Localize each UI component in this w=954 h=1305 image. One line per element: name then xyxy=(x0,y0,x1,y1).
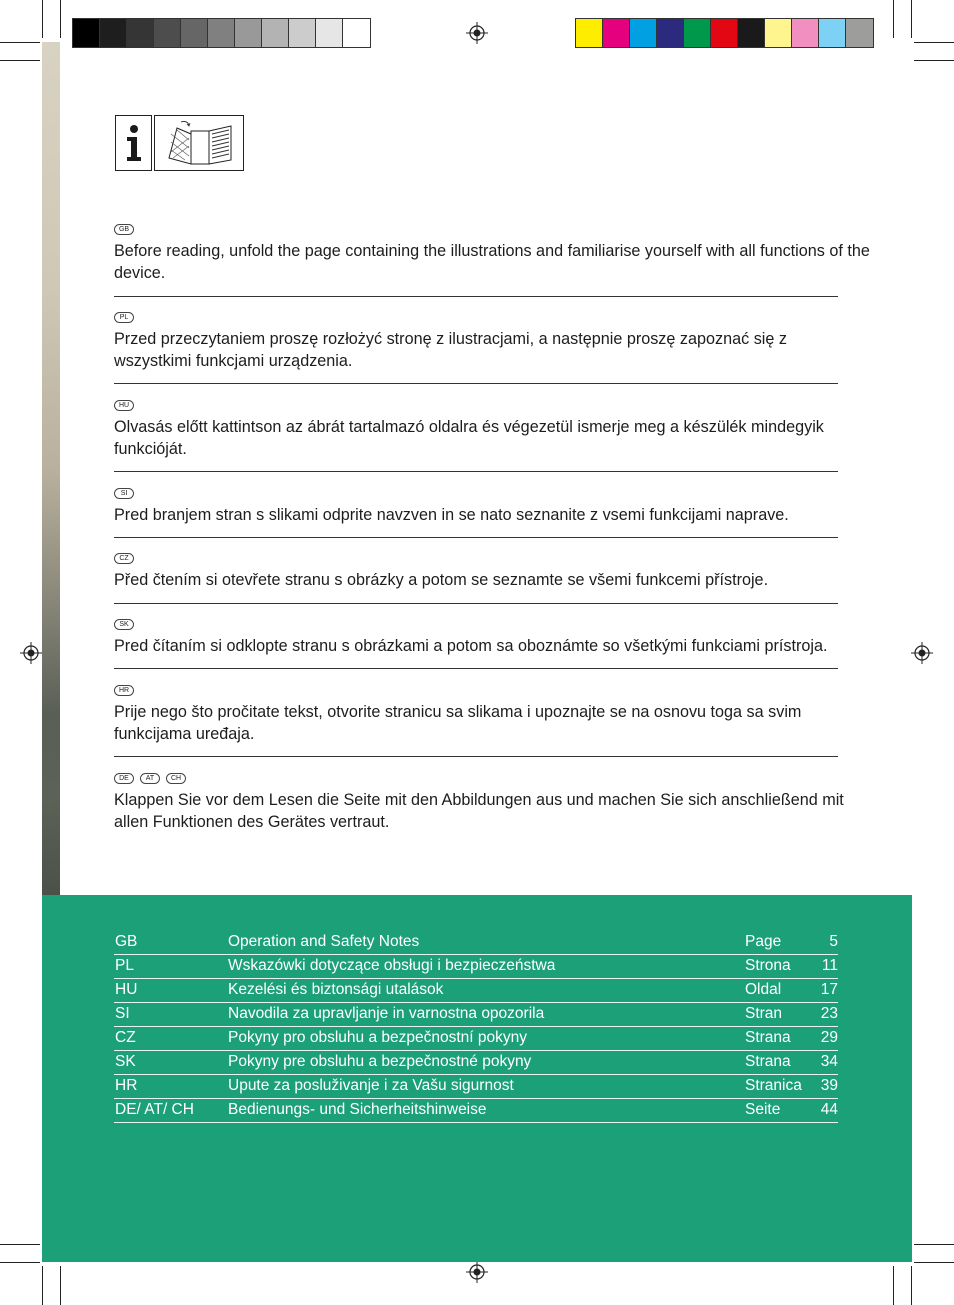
color-swatch xyxy=(343,19,370,47)
section-title: Pokyny pre obsluhu a bezpečnostné pokyny xyxy=(228,1053,532,1070)
page-number: 5 xyxy=(829,933,838,950)
instruction-text: Olvasás előtt kattintson az ábrát tartalmazó oldalra és végezetül ismerje meg a készülék mindegyik funkcióját. xyxy=(114,418,824,458)
language-badge: GB xyxy=(114,224,134,235)
language-code: CZ xyxy=(115,1029,136,1046)
color-swatch xyxy=(711,19,738,47)
color-swatch xyxy=(100,19,127,47)
color-swatch xyxy=(127,19,154,47)
language-block-si xyxy=(114,486,874,526)
language-badge: SI xyxy=(114,488,134,499)
page-number: 44 xyxy=(820,1101,838,1118)
divider xyxy=(114,668,838,669)
language-badge: AT xyxy=(140,773,160,784)
language-block-de-at-ch xyxy=(114,771,874,833)
language-block-sk xyxy=(114,617,874,657)
registration-mark-icon xyxy=(466,22,488,44)
registration-mark-icon xyxy=(466,1261,488,1283)
color-swatch xyxy=(765,19,792,47)
color-swatch xyxy=(576,19,603,47)
section-title: Bedienungs- und Sicherheitshinweise xyxy=(228,1101,487,1118)
page-number: 29 xyxy=(820,1029,838,1046)
language-code: GB xyxy=(115,933,138,950)
language-badge: CH xyxy=(166,773,186,784)
table-row[interactable] xyxy=(114,1099,838,1123)
color-swatch xyxy=(738,19,765,47)
instruction-text: Před čtením si otevřete stranu s obrázky a potom se seznamte se všemi funkcemi přístroje. xyxy=(114,571,769,589)
page-label: Oldal xyxy=(745,981,782,998)
language-code: HR xyxy=(115,1077,138,1094)
color-swatch xyxy=(208,19,235,47)
color-swatch xyxy=(603,19,630,47)
page-label: Stranica xyxy=(745,1077,802,1094)
table-row[interactable] xyxy=(114,955,838,979)
page-label: Strana xyxy=(745,1053,791,1070)
language-block-hu xyxy=(114,398,874,460)
color-swatch xyxy=(73,19,100,47)
grayscale-calibration-bar xyxy=(72,18,371,48)
language-badge: HR xyxy=(114,685,134,696)
color-swatch xyxy=(154,19,181,47)
color-swatch xyxy=(792,19,819,47)
divider xyxy=(114,383,838,384)
fold-out-pages-icon xyxy=(154,115,244,171)
table-row[interactable] xyxy=(114,1051,838,1075)
divider xyxy=(114,756,838,757)
divider xyxy=(114,537,838,538)
page-number: 17 xyxy=(820,981,838,998)
page-number: 39 xyxy=(820,1077,838,1094)
color-swatch xyxy=(846,19,873,47)
section-title: Kezelési és biztonsági utalások xyxy=(228,981,444,998)
instruction-text: Klappen Sie vor dem Lesen die Seite mit den Abbildungen aus und machen Sie sich anschließend mit allen Funktionen des Gerätes vertraut. xyxy=(114,791,844,831)
table-row[interactable] xyxy=(114,1075,838,1099)
language-block-pl xyxy=(114,310,874,372)
page-number: 11 xyxy=(821,957,838,974)
language-badge: SK xyxy=(114,619,134,630)
page-label: Strana xyxy=(745,1029,791,1046)
language-block-gb xyxy=(114,222,874,284)
language-code: SK xyxy=(115,1053,136,1070)
instruction-text: Before reading, unfold the page containing the illustrations and familiarise yourself with all functions of the device. xyxy=(114,242,870,282)
info-icons xyxy=(115,115,244,171)
instruction-text: Przed przeczytaniem proszę rozłożyć stronę z ilustracjami, a następnie proszę zapoznać się z wszystkimi funkcjami urządzenia. xyxy=(114,330,787,370)
language-badge: PL xyxy=(114,312,134,323)
color-swatch xyxy=(630,19,657,47)
color-swatch xyxy=(819,19,846,47)
language-block-hr xyxy=(114,683,874,745)
table-row[interactable] xyxy=(114,931,838,955)
registration-mark-icon xyxy=(20,642,42,664)
section-title: Operation and Safety Notes xyxy=(228,933,420,950)
language-code: SI xyxy=(115,1005,130,1022)
page-label: Strona xyxy=(745,957,791,974)
instruction-text: Pred branjem stran s slikami odprite navzven in se nato seznanite z vsemi funkcijami naprave. xyxy=(114,506,789,524)
color-swatch xyxy=(316,19,343,47)
color-swatch xyxy=(235,19,262,47)
section-title: Upute za posluživanje i za Vašu sigurnost xyxy=(228,1077,514,1094)
table-row[interactable] xyxy=(114,979,838,1003)
table-of-contents xyxy=(114,931,838,1123)
table-row[interactable] xyxy=(114,1003,838,1027)
color-swatch xyxy=(289,19,316,47)
section-title: Navodila za upravljanje in varnostna opozorila xyxy=(228,1005,545,1022)
section-title: Wskazówki dotyczące obsługi i bezpieczeństwa xyxy=(228,957,556,974)
language-code: PL xyxy=(115,957,134,974)
language-code: DE/ AT/ CH xyxy=(115,1101,194,1118)
page-label: Page xyxy=(745,933,782,950)
table-row[interactable] xyxy=(114,1027,838,1051)
language-badge: DE xyxy=(114,773,134,784)
language-badge: CZ xyxy=(114,553,134,564)
divider xyxy=(114,603,838,604)
section-title: Pokyny pro obsluhu a bezpečnostní pokyny xyxy=(228,1029,527,1046)
info-icon xyxy=(115,115,152,171)
instruction-text: Pred čítaním si odklopte stranu s obrázkami a potom sa oboznámte so všetkými funkciami prístroja. xyxy=(114,637,828,655)
color-swatch xyxy=(181,19,208,47)
color-swatch xyxy=(262,19,289,47)
language-code: HU xyxy=(115,981,138,998)
instruction-text: Prije nego što pročitate tekst, otvorite stranicu sa slikama i upoznajte se na osnovu toga sa svim funkcijama uređaja. xyxy=(114,703,802,743)
registration-mark-icon xyxy=(911,642,933,664)
divider xyxy=(114,296,838,297)
page-number: 34 xyxy=(820,1053,838,1070)
language-badge: HU xyxy=(114,400,134,411)
divider xyxy=(114,471,838,472)
color-swatch xyxy=(684,19,711,47)
color-calibration-bar xyxy=(575,18,874,48)
language-block-cz xyxy=(114,551,874,591)
page-label: Stran xyxy=(745,1005,783,1022)
page-label: Seite xyxy=(745,1101,781,1118)
page-number: 23 xyxy=(820,1005,838,1022)
color-swatch xyxy=(657,19,684,47)
